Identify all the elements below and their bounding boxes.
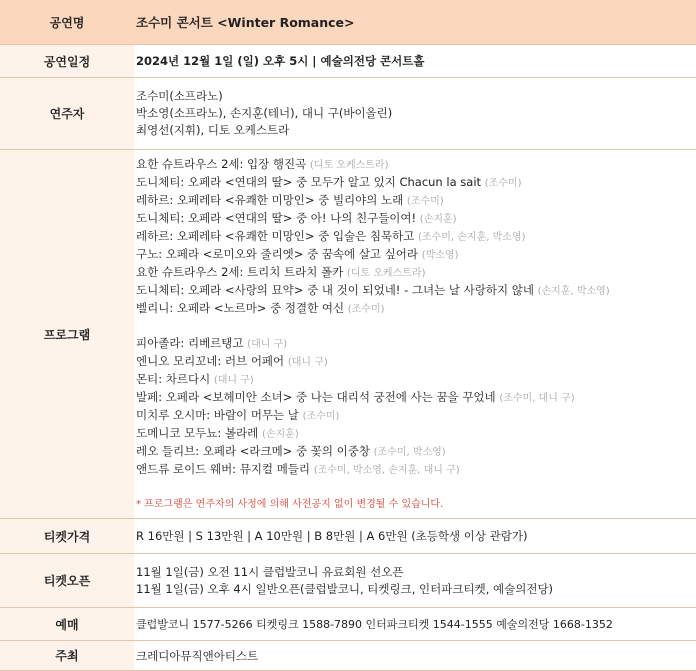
program-note: * 프로그램은 연주자의 사정에 의해 사전공지 없이 변경될 수 있습니다. [136, 498, 444, 510]
program-item [136, 282, 696, 300]
program-gap [136, 318, 696, 335]
concert-title: 조수미 콘서트 <Winter Romance> [134, 0, 696, 45]
program-piece: 레오 들리브: 오페라 <라크메> 중 꽃의 이중창 [136, 443, 370, 458]
program-item [136, 461, 696, 479]
program-item [136, 353, 696, 371]
program-item [136, 210, 696, 228]
title-label: 공연명 [0, 0, 134, 45]
price-row [0, 519, 696, 554]
program-item [136, 300, 696, 318]
program-piece: 도니체티: 오페라 <연대의 딸> 중 아! 나의 친구들이여! [136, 210, 417, 225]
date-label: 공연일정 [0, 45, 134, 78]
date-value: 2024년 12월 1일 (일) 오후 5시 | 예술의전당 콘서트홀 [134, 45, 696, 78]
performer-line: 최영선(지휘), 디토 오케스트라 [136, 123, 290, 137]
program-performer: (손지훈, 박소영) [537, 285, 610, 297]
program-performer: (디토 오케스트라) [346, 267, 426, 279]
program-item [136, 407, 696, 425]
program-piece: 레하르: 오페레타 <유쾌한 미망인> 중 빌리야의 노래 [136, 192, 404, 207]
program-piece: 레하르: 오페레타 <유쾌한 미망인> 중 입술은 침묵하고 [136, 228, 415, 243]
program-item [136, 335, 696, 353]
program-performer: (조수미, 박소영) [373, 446, 446, 458]
program-item [136, 443, 696, 461]
program-performer: (조수미) [484, 177, 522, 189]
performer-line: 조수미(소프라노) [136, 89, 223, 103]
program-item [136, 174, 696, 192]
program-row [0, 150, 696, 519]
program-item [136, 264, 696, 282]
title-row [0, 0, 696, 45]
program-list [134, 150, 696, 519]
host-label: 주최 [0, 641, 134, 671]
open-line: 11월 1일(금) 오전 11시 클럽발코니 유료회원 선오픈 [136, 564, 404, 579]
performer-line: 박소영(소프라노), 손지훈(테너), 대니 구(바이올린) [136, 106, 393, 120]
program-item [136, 228, 696, 246]
program-piece: 몬티: 차르다시 [136, 371, 211, 386]
booking-label: 예매 [0, 608, 134, 641]
program-piece: 도니체티: 오페라 <연대의 딸> 중 모두가 알고 있지 Chacun la sait [136, 174, 482, 189]
open-value [134, 554, 696, 608]
program-item [136, 425, 696, 443]
program-item [136, 246, 696, 264]
program-piece: 발페: 오페라 <보헤미안 소녀> 중 나는 대리석 궁전에 사는 꿈을 꾸었네 [136, 389, 496, 404]
price-value: R 16만원 | S 13만원 | A 10만원 | B 8만원 | A 6만원 (초등학생 이상 관람가) [134, 519, 696, 554]
program-piece: 요한 슈트라우스 2세: 입장 행진곡 [136, 156, 307, 171]
program-group-2 [136, 335, 696, 479]
open-label: 티켓오픈 [0, 554, 134, 608]
program-item [136, 192, 696, 210]
price-label: 티켓가격 [0, 519, 134, 554]
program-performer: (대니 구) [287, 356, 328, 368]
program-piece: 도메니코 모두뇨: 볼라레 [136, 425, 259, 440]
program-performer: (대니 구) [247, 338, 288, 350]
host-value: 크레디아뮤직앤아티스트 [134, 641, 696, 671]
booking-row [0, 608, 696, 641]
program-piece: 벨리니: 오페라 <노르마> 중 정결한 여신 [136, 300, 345, 315]
program-performer: (조수미, 박소영, 손지훈, 대니 구) [313, 464, 460, 476]
program-performer: (박소영) [421, 249, 459, 261]
program-performer: (디토 오케스트라) [309, 159, 389, 171]
program-performer: (조수미) [302, 410, 340, 422]
program-piece: 엔니오 모리꼬네: 러브 어페어 [136, 353, 285, 368]
program-piece: 피아졸라: 리베르탱고 [136, 335, 244, 350]
host-row [0, 641, 696, 671]
program-piece: 구노: 오페라 <로미오와 줄리엣> 중 꿈속에 살고 싶어라 [136, 246, 419, 261]
program-piece: 도니체티: 오페라 <사랑의 묘약> 중 내 것이 되었네! - 그녀는 날 사랑하지 않네 [136, 282, 534, 297]
open-line: 11월 1일(금) 오후 4시 일반오픈(클럽발코니, 티켓링크, 인터파크티켓, 예술의전당) [136, 581, 554, 596]
program-item [136, 371, 696, 389]
performers-value [134, 78, 696, 150]
program-performer: (조수미, 손지훈, 박소영) [418, 231, 526, 243]
performers-row [0, 78, 696, 150]
program-piece: 요한 슈트라우스 2세: 트리치 트라치 폴카 [136, 264, 344, 279]
program-piece: 미치루 오시마: 바람이 머무는 날 [136, 407, 299, 422]
program-gap [136, 479, 696, 496]
program-performer: (대니 구) [213, 374, 254, 386]
program-performer: (손지훈) [261, 428, 299, 440]
program-performer: (손지훈) [419, 213, 457, 225]
program-piece: 앤드류 로이드 웨버: 뮤지컬 메들리 [136, 461, 311, 476]
booking-value: 클럽발코니 1577-5266 티켓링크 1588-7890 인터파크티켓 1544-1555 예술의전당 1668-1352 [134, 608, 696, 641]
program-label: 프로그램 [0, 150, 134, 519]
program-group-1 [136, 156, 696, 318]
performers-label: 연주자 [0, 78, 134, 150]
program-performer: (조수미) [347, 303, 385, 315]
open-row [0, 554, 696, 608]
program-item [136, 156, 696, 174]
program-item [136, 389, 696, 407]
date-row [0, 45, 696, 78]
program-performer: (조수미) [406, 195, 444, 207]
program-performer: (조수미, 대니 구) [499, 392, 575, 404]
